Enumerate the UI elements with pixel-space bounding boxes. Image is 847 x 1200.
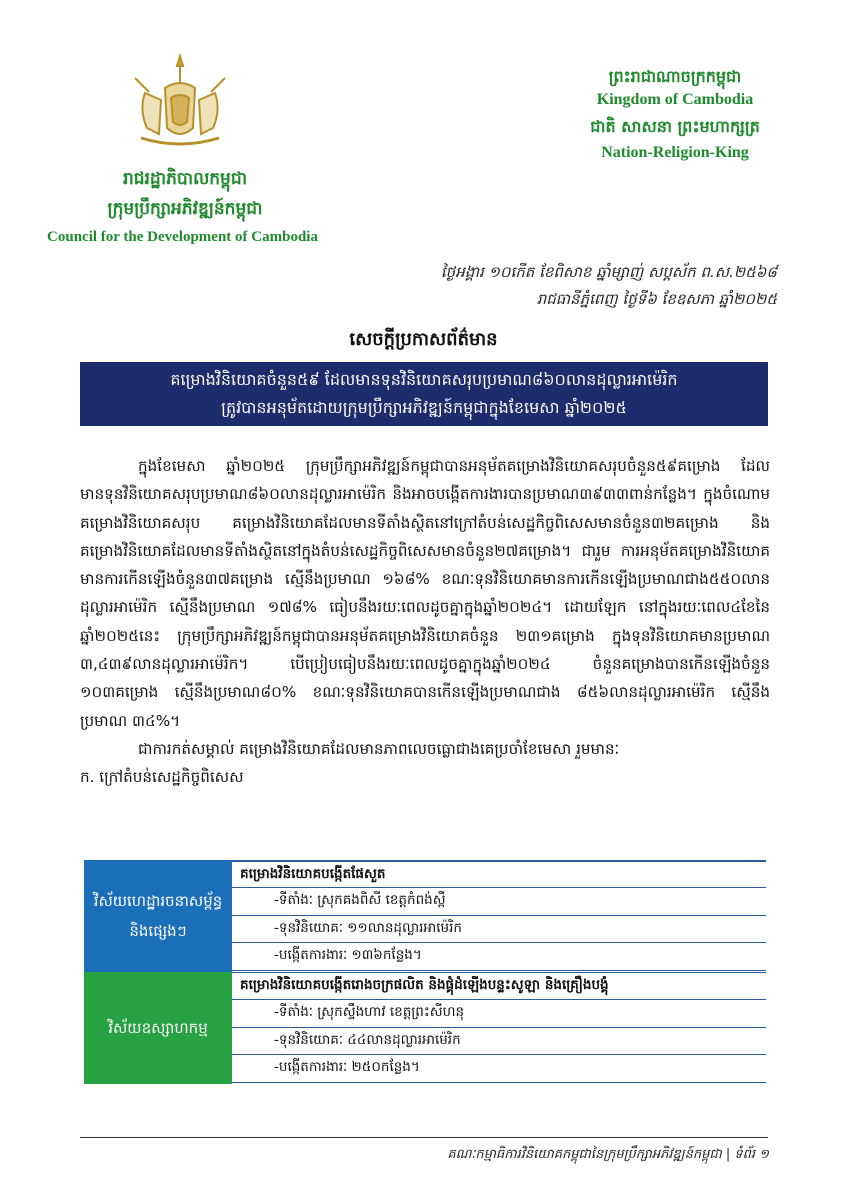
sector-label: វិស័យឧស្សាហកម្ម — [84, 972, 232, 1084]
sector-industry — [84, 972, 766, 1084]
paragraph-1: ក្នុងខែមេសា ឆ្នាំ២០២៥ ក្រុមប្រឹក្សាអភិវឌ្ឍន៍កម្ពុជាបានអនុម័តគម្រោងវិនិយោគសរុបចំនួន៥៩គម្រោង ដែលមានទុនវិនិយោគសរុបប្រមាណ៨៦០លានដុល្លារអាម៉េរិក និងអាចបង្កើតការងារបានប្រមាណ៣៩៣៣ពាន់កន្លែង។ ក្នុងចំណោមគម្រោងវិនិយោគសរុប គម្រោងវិនិយោគដែលមានទីតាំងស្ថិតនៅក្រៅតំបន់សេដ្ឋកិច្ចពិសេសមានចំនួន៣២គម្រោង និងគម្រោងវិនិយោគដែលមានទីតាំងស្ថិតនៅក្នុងតំបន់សេដ្ឋកិច្ចពិសេសមានចំនួន២៧គម្រោង។ ជារួម ការអនុម័តគម្រោងវិនិយោគមានការកើនឡើងចំនួន៣៧គម្រោង ស្មើនឹងប្រមាណ ១៦៨% ខណៈទុនវិនិយោគមានការកើនឡើងប្រមាណជាង៥៥០លានដុល្លារអាម៉េរិក ស្មើនឹងប្រមាណ ១៧៨% ធៀបនឹងរយៈពេលដូចគ្នាក្នុងឆ្នាំ២០២៤។ ដោយឡែក នៅក្នុងរយៈពេល៤ខែនៃឆ្នាំ២០២៥នេះ ក្រុមប្រឹក្សាអភិវឌ្ឍន៍កម្ពុជាបានអនុម័តគម្រោងវិនិយោគចំនួន ២៣១គម្រោង ក្នុងទុនវិនិយោគមានប្រមាណ ៣,៤៣៩លានដុល្លារអាម៉េរិក។ បើប្រៀបធៀបនឹងរយៈពេលដូចគ្នាក្នុងឆ្នាំ២០២៤ ចំនួនគម្រោងបានកើនឡើងចំនួន ១០៣គម្រោង ស្មើនឹងប្រមាណ៨០% ខណៈទុនវិនិយោគបានកើនឡើងប្រមាណជាង ៨៥៦លានដុល្លារអាម៉េរិក ស្មើនឹងប្រមាណ ៣៤%។ — [80, 457, 770, 730]
paragraph-2: ជាការកត់សម្គាល់ គម្រោងវិនិយោគដែលមានភាពលេចធ្លោជាងគេប្រចាំខែមេសា រួមមានៈ — [138, 739, 620, 758]
government-name-khmer: រាជរដ្ឋាភិបាលកម្ពុជា — [122, 169, 248, 189]
kingdom-name-khmer: ព្រះរាជាណាចក្រកម្ពុជា — [608, 67, 742, 86]
motto-khmer: ជាតិ សាសនា ព្រះមហាក្សត្រ — [590, 117, 760, 136]
press-release-title: សេចក្តីប្រកាសព័ត៌មាន — [349, 329, 498, 350]
section-heading-a: ក. ក្រៅតំបន់សេដ្ឋកិច្ចពិសេស — [80, 768, 244, 787]
project-location: -ទីតាំងៈ ស្រុកគងពិសី ខេត្តកំពង់ស្ពឺ — [232, 888, 766, 916]
project-capital: -ទុនវិនិយោគៈ ៤៤លានដុល្លារអាម៉េរិក — [232, 1028, 766, 1056]
lunar-date: ថ្ងៃអង្គារ ១០កើត ខែពិសាខ ឆ្នាំម្សាញ់ សប្តស័ក ព.ស.២៥៦៨ — [440, 263, 777, 281]
headline-banner — [80, 362, 768, 426]
motto-english: Nation-Religion-King — [601, 144, 749, 161]
headline-line-2: ត្រូវបានអនុម័តដោយក្រុមប្រឹក្សាអភិវឌ្ឍន៍កម្ពុជាក្នុងខែមេសា ឆ្នាំ២០២៥ — [221, 398, 627, 417]
royal-emblem-icon — [125, 48, 235, 158]
footer-text: គណៈកម្មាធិការវិនិយោគកម្ពុជានៃក្រុមប្រឹក្សាអភិវឌ្ឍន៍កម្ពុជា | ទំព័រ ១ — [447, 1147, 769, 1162]
headline-line-1: គម្រោងវិនិយោគចំនួន៥៩ ដែលមានទុនវិនិយោគសរុបប្រមាណ៨៦០លានដុល្លារអាម៉េរិក — [170, 370, 678, 389]
sector-infrastructure — [84, 860, 766, 972]
project-capital: -ទុនវិនិយោគៈ ១១លានដុល្លារអាម៉េរិក — [232, 916, 766, 944]
project-location: -ទីតាំងៈ ស្រុកស្ទឹងហាវ ខេត្តព្រះសីហនុ — [232, 1000, 766, 1028]
kingdom-name-english: Kingdom of Cambodia — [596, 91, 754, 108]
project-title: គម្រោងវិនិយោគបង្កើតផែសួត — [232, 860, 766, 888]
footer-divider — [80, 1137, 768, 1138]
council-name-english: Council for the Development of Cambodia — [47, 229, 318, 245]
projects-table — [84, 860, 766, 1084]
project-jobs: -បង្កើតការងារៈ ១៣៦កន្លែង។ — [232, 943, 766, 971]
body-text — [80, 452, 770, 792]
council-name-khmer: ក្រុមប្រឹក្សាអភិវឌ្ឍន៍កម្ពុជា — [107, 199, 263, 219]
sector-label: វិស័យហេដ្ឋារចនាសម្ព័ន្ធ និងផ្សេងៗ — [84, 860, 232, 972]
project-title: គម្រោងវិនិយោគបង្កើតរោងចក្រផលិត និងផ្គុំដំឡើងបន្ទះសូឡា និងគ្រឿងបង្គុំ — [232, 972, 766, 1000]
project-jobs: -បង្កើតការងារៈ ២៥០កន្លែង។ — [232, 1055, 766, 1083]
solar-date: រាជធានីភ្នំពេញ ថ្ងៃទី៦ ខែឧសភា ឆ្នាំ២០២៥ — [536, 290, 777, 308]
